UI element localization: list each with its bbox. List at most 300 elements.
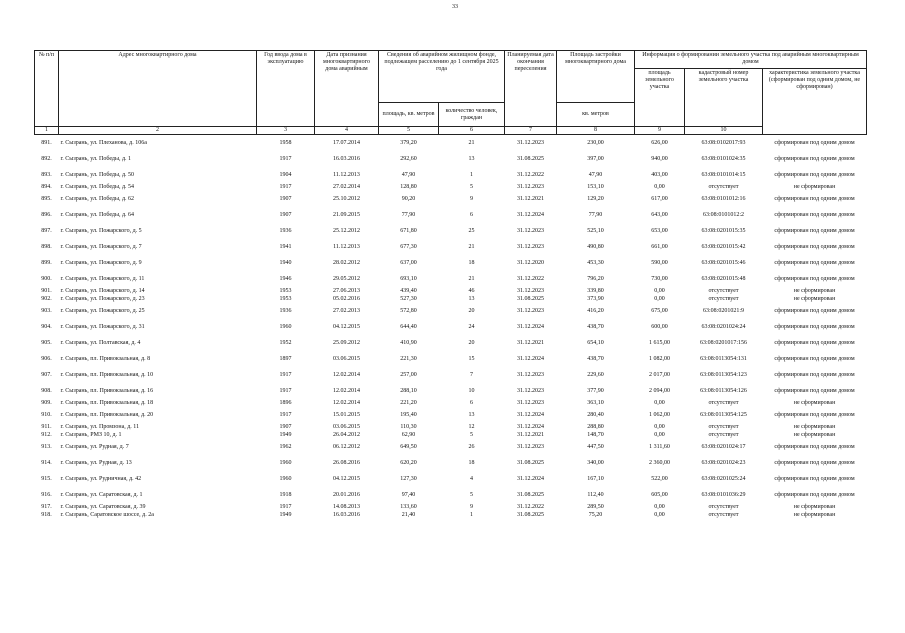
row-recognition-date: 03.06.2015 — [333, 423, 360, 430]
row-address: г. Сызрань, ул. Рудная, д. 13 — [60, 459, 132, 466]
row-cadastral: 63:08:0113054:131 — [700, 355, 747, 362]
row-land-area: 617,00 — [651, 195, 668, 202]
row-planned-date: 31.12.2023 — [517, 399, 544, 406]
row-number: 912. — [41, 431, 52, 438]
row-planned-date: 31.08.2025 — [517, 155, 544, 162]
table-row — [35, 439, 867, 455]
row-area: 644,40 — [400, 323, 417, 330]
row-cadastral: отсутствует — [708, 431, 739, 438]
table-row — [35, 383, 867, 399]
row-address: г. Сызрань, пл. Привокзальная, д. 18 — [60, 399, 154, 406]
row-number: 904. — [41, 323, 52, 330]
row-planned-date: 31.12.2023 — [517, 371, 544, 378]
row-built-area: 280,40 — [587, 411, 604, 418]
row-land-area: 2 094,00 — [649, 387, 670, 394]
row-people: 9 — [470, 503, 473, 510]
row-cadastral: 63:08:0113054:125 — [700, 411, 747, 418]
row-built-area: 148,70 — [587, 431, 604, 438]
row-cadastral: отсутствует — [708, 183, 739, 190]
row-land-area: 0,00 — [654, 423, 665, 430]
row-land-area: 1 311,60 — [649, 443, 670, 450]
row-people: 7 — [470, 371, 473, 378]
row-characteristic: сформирован под одним домом — [774, 244, 855, 250]
row-cadastral: 63:08:0101014:15 — [701, 171, 746, 178]
row-built-area: 229,60 — [587, 371, 604, 378]
row-area: 292,60 — [400, 155, 417, 162]
row-recognition-date: 15.01.2015 — [333, 411, 360, 418]
col-number: 2 — [59, 127, 257, 135]
row-year: 1907 — [279, 423, 292, 430]
row-characteristic: сформирован под одним домом — [774, 492, 855, 498]
row-address: г. Сызрань, ул. Рудная, д. 7 — [60, 443, 129, 450]
row-people: 21 — [468, 243, 475, 250]
row-built-area: 377,90 — [587, 387, 604, 394]
row-address: г. Сызрань, ул. Победы, д. 50 — [60, 171, 135, 178]
row-built-area: 397,00 — [587, 155, 604, 162]
row-characteristic: не сформирован — [793, 504, 836, 510]
row-address: г. Сызрань, пл. Привокзальная, д. 10 — [60, 371, 154, 378]
row-people: 6 — [470, 211, 473, 218]
row-planned-date: 31.12.2023 — [517, 243, 544, 250]
row-land-area: 590,00 — [651, 259, 668, 266]
col-number: 6 — [439, 127, 505, 135]
table-row — [35, 487, 867, 503]
row-year: 1917 — [279, 371, 292, 378]
row-year: 1936 — [279, 307, 292, 314]
row-characteristic: сформирован под одним домом — [774, 460, 855, 466]
row-people: 21 — [468, 275, 475, 282]
row-area: 195,40 — [400, 411, 417, 418]
table-row — [35, 287, 867, 295]
row-characteristic: не сформирован — [793, 184, 836, 190]
row-built-area: 453,30 — [587, 259, 604, 266]
row-built-area: 438,70 — [587, 355, 604, 362]
row-cadastral: 63:08:0201024:17 — [701, 443, 746, 450]
row-number: 914. — [41, 459, 52, 466]
row-land-area: 626,00 — [651, 139, 668, 146]
row-people: 24 — [468, 323, 475, 330]
row-number: 903. — [41, 307, 52, 314]
row-cadastral: 63:08:0201021:9 — [702, 307, 744, 314]
row-people: 5 — [470, 183, 473, 190]
col-number: 5 — [379, 127, 439, 135]
row-land-area: 522,00 — [651, 475, 668, 482]
row-cadastral: 63:08:0101012:16 — [701, 195, 746, 202]
row-built-area: 796,20 — [587, 275, 604, 282]
row-planned-date: 31.08.2025 — [517, 491, 544, 498]
row-recognition-date: 20.01.2016 — [333, 491, 360, 498]
table-row — [35, 423, 867, 431]
row-year: 1904 — [279, 171, 292, 178]
row-address: г. Сызрань, ул. Пожарского, д. 5 — [60, 227, 142, 234]
row-land-area: 0,00 — [654, 295, 665, 302]
row-year: 1917 — [279, 155, 292, 162]
table-row — [35, 471, 867, 487]
row-number: 906. — [41, 355, 52, 362]
row-area: 90,20 — [401, 195, 416, 202]
row-characteristic: сформирован под одним домом — [774, 140, 855, 146]
header-characteristic: характеристика земельного участка (сформирован под одним домом, не сформирован) — [763, 69, 867, 135]
table-row — [35, 367, 867, 383]
row-number: 898. — [41, 243, 52, 250]
table-row — [35, 303, 867, 319]
row-characteristic: сформирован под одним домом — [774, 412, 855, 418]
row-year: 1917 — [279, 183, 292, 190]
row-year: 1917 — [279, 503, 292, 510]
row-cadastral: 63:08:0201024:23 — [701, 459, 746, 466]
row-land-area: 600,00 — [651, 323, 668, 330]
row-year: 1918 — [279, 491, 292, 498]
header-land-group: Информация о формировании земельного участка под аварийным многоквартирным домом — [635, 51, 867, 69]
row-address: г. Сызрань, пл. Привокзальная, д. 8 — [60, 355, 151, 362]
row-built-area: 438,70 — [587, 323, 604, 330]
row-characteristic: не сформирован — [793, 424, 836, 430]
row-address: г. Сызрань, ул. Пожарского, д. 23 — [60, 295, 145, 302]
row-characteristic: сформирован под одним домом — [774, 372, 855, 378]
row-land-area: 940,00 — [651, 155, 668, 162]
row-area: 97,40 — [401, 491, 416, 498]
header-recognition-date: Дата признания многоквартирного дома аварийным — [315, 51, 379, 127]
col-number: 10 — [685, 127, 763, 135]
row-address: г. Сызрань, ул. Саратовская, д. 1 — [60, 491, 143, 498]
row-land-area: 1 615,00 — [649, 339, 670, 346]
row-characteristic: сформирован под одним домом — [774, 156, 855, 162]
row-land-area: 605,00 — [651, 491, 668, 498]
row-characteristic: сформирован под одним домом — [774, 212, 855, 218]
row-number: 897. — [41, 227, 52, 234]
row-address: г. Сызрань, ул. Пожарского, д. 25 — [60, 307, 145, 314]
row-land-area: 0,00 — [654, 399, 665, 406]
row-recognition-date: 11.12.2013 — [333, 171, 360, 178]
table-row — [35, 255, 867, 271]
row-built-area: 289,50 — [587, 503, 604, 510]
row-characteristic: не сформирован — [793, 288, 836, 294]
row-number: 892. — [41, 155, 52, 162]
row-planned-date: 31.12.2022 — [517, 171, 544, 178]
header-land-area: площадь земельного участка — [635, 69, 685, 127]
row-people: 13 — [468, 155, 475, 162]
row-land-area: 653,00 — [651, 227, 668, 234]
row-recognition-date: 05.02.2016 — [333, 295, 360, 302]
row-built-area: 490,80 — [587, 243, 604, 250]
row-characteristic: не сформирован — [793, 512, 836, 518]
row-address: г. Сызрань, Саратовское шоссе, д. 2а — [60, 511, 154, 518]
row-area: 637,00 — [400, 259, 417, 266]
row-year: 1907 — [279, 195, 292, 202]
col-number: 3 — [257, 127, 315, 135]
row-planned-date: 31.12.2021 — [517, 431, 544, 438]
table-row — [35, 455, 867, 471]
col-number: 9 — [635, 127, 685, 135]
row-recognition-date: 17.07.2014 — [333, 139, 360, 146]
row-year: 1952 — [279, 339, 292, 346]
row-cadastral: 63:08:0101012:2 — [702, 211, 744, 218]
row-planned-date: 31.12.2022 — [517, 503, 544, 510]
row-year: 1960 — [279, 323, 292, 330]
row-number: 902. — [41, 295, 52, 302]
row-recognition-date: 16.03.2016 — [333, 511, 360, 518]
row-planned-date: 31.12.2023 — [517, 139, 544, 146]
row-cadastral: 63:08:0201015:46 — [701, 259, 746, 266]
row-planned-date: 31.12.2023 — [517, 227, 544, 234]
row-people: 13 — [468, 411, 475, 418]
row-characteristic: сформирован под одним домом — [774, 260, 855, 266]
row-built-area: 416,20 — [587, 307, 604, 314]
row-address: г. Сызрань, ул. Пожарского, д. 31 — [60, 323, 145, 330]
row-planned-date: 31.12.2022 — [517, 275, 544, 282]
row-number: 893. — [41, 171, 52, 178]
row-year: 1946 — [279, 275, 292, 282]
row-area: 693,10 — [400, 275, 417, 282]
row-number: 905. — [41, 339, 52, 346]
row-people: 1 — [470, 511, 473, 518]
row-recognition-date: 04.12.2015 — [333, 323, 360, 330]
row-number: 915. — [41, 475, 52, 482]
row-land-area: 730,00 — [651, 275, 668, 282]
col-number: 7 — [505, 127, 557, 135]
row-land-area: 643,00 — [651, 211, 668, 218]
row-recognition-date: 25.12.2012 — [333, 227, 360, 234]
row-planned-date: 31.12.2024 — [517, 423, 544, 430]
row-characteristic: сформирован под одним домом — [774, 228, 855, 234]
row-people: 21 — [468, 139, 475, 146]
row-recognition-date: 03.06.2015 — [333, 355, 360, 362]
row-land-area: 1 062,00 — [649, 411, 670, 418]
row-recognition-date: 14.08.2013 — [333, 503, 360, 510]
row-land-area: 0,00 — [654, 287, 665, 294]
row-area: 677,30 — [400, 243, 417, 250]
row-cadastral: 63:08:0201025:24 — [701, 475, 746, 482]
row-characteristic: сформирован под одним домом — [774, 196, 855, 202]
row-cadastral: отсутствует — [708, 287, 739, 294]
header-address: Адрес многоквартирного дома — [59, 51, 257, 127]
row-address: г. Сызрань, ул. Пожарского, д. 11 — [60, 275, 145, 282]
row-year: 1960 — [279, 475, 292, 482]
row-people: 4 — [470, 475, 473, 482]
row-area: 410,90 — [400, 339, 417, 346]
row-area: 128,80 — [400, 183, 417, 190]
row-people: 13 — [468, 295, 475, 302]
row-address: г. Сызрань, пл. Привокзальная, д. 16 — [60, 387, 154, 394]
row-land-area: 403,00 — [651, 171, 668, 178]
row-people: 18 — [468, 259, 475, 266]
row-planned-date: 31.12.2023 — [517, 307, 544, 314]
row-characteristic: сформирован под одним домом — [774, 340, 855, 346]
row-land-area: 0,00 — [654, 503, 665, 510]
row-characteristic: сформирован под одним домом — [774, 276, 855, 282]
row-recognition-date: 12.02.2014 — [333, 371, 360, 378]
row-planned-date: 31.12.2021 — [517, 339, 544, 346]
row-people: 6 — [470, 399, 473, 406]
row-number: 916. — [41, 491, 52, 498]
row-people: 9 — [470, 195, 473, 202]
row-number: 908. — [41, 387, 52, 394]
row-planned-date: 31.12.2024 — [517, 323, 544, 330]
row-area: 288,10 — [400, 387, 417, 394]
row-cadastral: 63:08:0201017:156 — [699, 339, 747, 346]
row-characteristic: сформирован под одним домом — [774, 388, 855, 394]
row-planned-date: 31.12.2023 — [517, 387, 544, 394]
row-area: 671,80 — [400, 227, 417, 234]
row-people: 18 — [468, 459, 475, 466]
table-row — [35, 207, 867, 223]
table-row — [35, 351, 867, 367]
row-address: г. Сызрань, ул. Полтавская, д. 4 — [60, 339, 141, 346]
row-number: 909. — [41, 399, 52, 406]
row-number: 918. — [41, 511, 52, 518]
table-row — [35, 271, 867, 287]
row-address: г. Сызрань, ул. Рудничная, д. 42 — [60, 475, 142, 482]
row-recognition-date: 06.12.2012 — [333, 443, 360, 450]
row-number: 894. — [41, 183, 52, 190]
row-year: 1949 — [279, 431, 292, 438]
row-area: 62,90 — [401, 431, 416, 438]
table-row — [35, 295, 867, 303]
row-characteristic: не сформирован — [793, 432, 836, 438]
row-cadastral: 63:08:0113054:123 — [700, 371, 747, 378]
row-year: 1953 — [279, 287, 292, 294]
row-area: 649,50 — [400, 443, 417, 450]
row-built-area: 363,10 — [587, 399, 604, 406]
row-cadastral: 63:08:0102017:93 — [701, 139, 746, 146]
emergency-housing-table — [34, 50, 867, 519]
row-planned-date: 31.12.2024 — [517, 475, 544, 482]
row-area: 221,30 — [400, 355, 417, 362]
row-number: 910. — [41, 411, 52, 418]
row-characteristic: сформирован под одним домом — [774, 476, 855, 482]
row-cadastral: 63:08:0201015:35 — [701, 227, 746, 234]
row-address: г. Сызрань, ул. Плеханова, д. 106а — [60, 139, 147, 146]
row-built-area: 525,10 — [587, 227, 604, 234]
row-built-area: 340,00 — [587, 459, 604, 466]
row-built-area: 112,40 — [587, 491, 604, 498]
row-number: 899. — [41, 259, 52, 266]
row-land-area: 1 082,00 — [649, 355, 670, 362]
table-row — [35, 223, 867, 239]
row-number: 896. — [41, 211, 52, 218]
row-recognition-date: 11.12.2013 — [333, 243, 360, 250]
row-year: 1962 — [279, 443, 292, 450]
row-recognition-date: 26.04.2012 — [333, 431, 360, 438]
table-row — [35, 335, 867, 351]
row-address: г. Сызрань, ул. Победы, д. 54 — [60, 183, 135, 190]
row-year: 1936 — [279, 227, 292, 234]
row-planned-date: 31.12.2024 — [517, 355, 544, 362]
row-recognition-date: 26.08.2016 — [333, 459, 360, 466]
row-year: 1941 — [279, 243, 292, 250]
row-people: 5 — [470, 491, 473, 498]
header-emergency-group: Сведения об аварийном жилищном фонде, подлежащем расселению до 1 сентября 2025 года — [379, 51, 505, 103]
row-land-area: 0,00 — [654, 183, 665, 190]
row-land-area: 2 017,00 — [649, 371, 670, 378]
row-built-area: 447,50 — [587, 443, 604, 450]
row-area: 527,30 — [400, 295, 417, 302]
row-planned-date: 31.12.2021 — [517, 195, 544, 202]
row-year: 1897 — [279, 355, 292, 362]
row-people: 5 — [470, 431, 473, 438]
header-sub-people: количество человек, граждан — [439, 103, 505, 127]
row-area: 620,20 — [400, 459, 417, 466]
row-recognition-date: 25.10.2012 — [333, 195, 360, 202]
row-address: г. Сызрань, ул. Саратовская, д. 39 — [60, 503, 146, 510]
row-planned-date: 31.08.2025 — [517, 459, 544, 466]
row-number: 900. — [41, 275, 52, 282]
row-recognition-date: 12.02.2014 — [333, 387, 360, 394]
row-area: 257,00 — [400, 371, 417, 378]
row-built-area: 47,90 — [588, 171, 603, 178]
row-built-area: 153,10 — [587, 183, 604, 190]
row-people: 1 — [470, 171, 473, 178]
row-people: 46 — [468, 287, 475, 294]
row-area: 77,90 — [401, 211, 416, 218]
header-cadastral: кадастровый номер земельного участка — [685, 69, 763, 127]
row-year: 1917 — [279, 411, 292, 418]
row-built-area: 230,00 — [587, 139, 604, 146]
table-row — [35, 135, 867, 152]
table-row — [35, 319, 867, 335]
header-year: Год ввода дома в эксплуатацию — [257, 51, 315, 127]
row-characteristic: не сформирован — [793, 400, 836, 406]
header-built-area: Площадь застройки многоквартирного дома — [557, 51, 635, 103]
row-recognition-date: 29.05.2012 — [333, 275, 360, 282]
table-row — [35, 191, 867, 207]
row-land-area: 675,00 — [651, 307, 668, 314]
row-area: 379,20 — [400, 139, 417, 146]
row-recognition-date: 16.03.2016 — [333, 155, 360, 162]
row-people: 10 — [468, 387, 475, 394]
row-planned-date: 31.12.2024 — [517, 211, 544, 218]
row-planned-date: 31.12.2024 — [517, 411, 544, 418]
row-area: 110,30 — [400, 423, 417, 430]
row-people: 20 — [468, 339, 475, 346]
row-people: 25 — [468, 227, 475, 234]
row-address: г. Сызрань, ул. Промзона, д. 11 — [60, 423, 140, 430]
row-number: 907. — [41, 371, 52, 378]
row-recognition-date: 27.02.2014 — [333, 183, 360, 190]
row-built-area: 339,80 — [587, 287, 604, 294]
row-planned-date: 31.08.2025 — [517, 511, 544, 518]
row-land-area: 0,00 — [654, 511, 665, 518]
row-characteristic: сформирован под одним домом — [774, 308, 855, 314]
col-number: 4 — [315, 127, 379, 135]
row-people: 20 — [468, 307, 475, 314]
row-characteristic: сформирован под одним домом — [774, 356, 855, 362]
row-number: 901. — [41, 287, 52, 294]
row-number: 895. — [41, 195, 52, 202]
row-number: 913. — [41, 443, 52, 450]
header-num: № п/п — [35, 51, 59, 127]
row-built-area: 167,10 — [587, 475, 604, 482]
row-planned-date: 31.12.2023 — [517, 183, 544, 190]
row-area: 133,60 — [400, 503, 417, 510]
table-row — [35, 183, 867, 191]
row-year: 1896 — [279, 399, 292, 406]
row-year: 1949 — [279, 511, 292, 518]
row-cadastral: 63:08:0201024:24 — [701, 323, 746, 330]
row-area: 21,40 — [401, 511, 416, 518]
row-year: 1940 — [279, 259, 292, 266]
row-number: 917. — [41, 503, 52, 510]
table-row — [35, 431, 867, 439]
row-cadastral: 63:08:0201015:48 — [701, 275, 746, 282]
row-cadastral: 63:08:0113054:126 — [700, 387, 747, 394]
row-year: 1953 — [279, 295, 292, 302]
row-year: 1917 — [279, 387, 292, 394]
row-cadastral: отсутствует — [708, 503, 739, 510]
page-number: 33 — [452, 4, 458, 10]
row-cadastral: 63:08:0201015:42 — [701, 243, 746, 250]
row-built-area: 373,90 — [587, 295, 604, 302]
